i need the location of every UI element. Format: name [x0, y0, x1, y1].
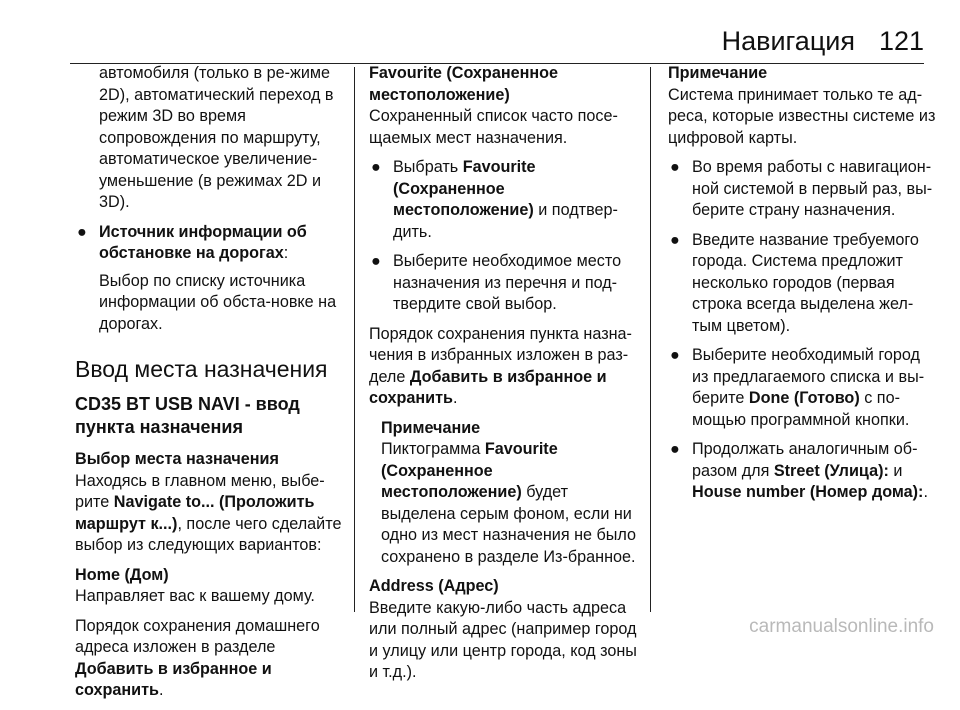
page-header — [0, 22, 960, 62]
text: и — [888, 461, 903, 480]
text: с по-мощью программной кнопки. — [692, 389, 910, 429]
option-title: Favourite (Сохраненное местоположение) — [369, 64, 559, 104]
note-text — [381, 439, 637, 568]
bullet-item — [668, 439, 936, 504]
bullet-icon: ● — [371, 158, 381, 176]
bullet-text: Выбор по списку источника информации об обста-новке на дорогах. — [99, 271, 337, 333]
bullet-continuation: автомобиля (только в ре-жиме 2D), автоматический переход в режим 3D во время сопровождения по маршруту, автоматическое увеличение-уменьшение (в режимах 2D и 3D). — [99, 64, 334, 211]
bullet-icon: ● — [670, 440, 680, 458]
text: Выберите необходимый город из предлагаемого списка и вы-берите — [692, 346, 925, 407]
column-1 — [75, 63, 343, 710]
text: Находясь в главном меню, выбе-рите — [75, 471, 325, 511]
text: и подтвер-дить. — [393, 201, 618, 241]
paragraph: Сохраненный список часто посе-щаемых мест назначения. — [369, 107, 618, 147]
note-title: Примечание — [668, 64, 768, 82]
text: будет выделена серым фоном, если ни одно из мест назначения не было сохранено в разделе Из-бранное. — [381, 483, 637, 566]
bullet-item — [668, 230, 936, 338]
section-ref: Добавить в избранное и сохранить — [369, 367, 607, 407]
option-title: Address (Адрес) — [369, 577, 499, 595]
column-2 — [369, 63, 637, 692]
field-ref: House number (Номер дома): — [692, 483, 924, 501]
menu-item-ref: Favourite (Сохраненное местоположение) — [393, 158, 536, 219]
option-title: Home (Дом) — [75, 565, 169, 584]
section-ref: Добавить в избранное и сохранить — [75, 659, 272, 699]
section-heading: Ввод места назначения — [75, 356, 328, 382]
text: Во время работы с навигацион-ной системой в первый раз, вы-берите страну назначения. — [692, 158, 933, 219]
text: Продолжать аналогичным об-разом для — [692, 440, 918, 480]
note-text: Система принимает только те ад-реса, которые известны системе из цифровой карты. — [668, 85, 936, 147]
bullet-colon: : — [283, 244, 289, 262]
paragraph: Введите какую-либо часть адреса или полный адрес (например город и улицу или центр города, код зоны и т.д.). — [369, 598, 637, 681]
bullet-item — [668, 157, 936, 222]
text: , после чего сделайте выбор из следующих вариантов: — [75, 514, 342, 554]
button-ref: Done (Готово) — [748, 389, 860, 407]
bullet-title: Источник информации об обстановке на дорогах — [99, 222, 307, 262]
bullet-icon: ● — [371, 252, 381, 270]
subsection-heading: CD35 BT USB NAVI - ввод пункта назначения — [75, 394, 300, 437]
note-block — [369, 418, 637, 569]
text: Выбрать — [393, 158, 463, 176]
icon-ref: Favourite (Сохраненное местоположение) — [381, 440, 558, 501]
text: . — [453, 389, 458, 407]
text: Выберите необходимое место назначения из перечня и под-твердите свой выбор. — [393, 252, 622, 313]
text: . — [923, 483, 928, 501]
column-3 — [668, 63, 936, 512]
bullet-icon: ● — [670, 158, 680, 176]
bullet-item — [75, 222, 343, 336]
paragraph — [75, 471, 343, 557]
text: Введите название требуемого города. Система предложит несколько городов (первая строка всегда выделена жел-тым цветом). — [692, 230, 919, 335]
paragraph — [75, 616, 343, 702]
section-title: Выбор места назначения — [75, 450, 279, 468]
bullet-icon: ● — [77, 222, 87, 241]
bullet-item — [668, 345, 936, 431]
bullet-icon: ● — [670, 346, 680, 364]
text: Порядок сохранения пункта назна-чения в избранных изложен в раз-деле — [369, 324, 632, 386]
bullet-item — [369, 157, 637, 243]
page-number: 121 — [878, 26, 924, 56]
column-divider — [650, 67, 651, 612]
note-title: Примечание — [381, 418, 481, 437]
paragraph: Направляет вас к вашему дому. — [75, 587, 315, 605]
watermark: carmanualsonline.info — [749, 616, 934, 637]
paragraph — [369, 324, 637, 410]
bullet-item — [369, 251, 637, 316]
column-divider — [354, 67, 355, 612]
text: Порядок сохранения домашнего адреса изложен в разделе — [75, 616, 320, 656]
text: Пиктограмма — [381, 440, 485, 458]
text: . — [159, 681, 164, 699]
header-title: Навигация — [721, 26, 855, 56]
menu-item-ref: Navigate to... (Проложить маршрут к...) — [75, 493, 315, 533]
field-ref: Street (Улица): — [773, 461, 889, 480]
bullet-icon: ● — [670, 230, 680, 249]
